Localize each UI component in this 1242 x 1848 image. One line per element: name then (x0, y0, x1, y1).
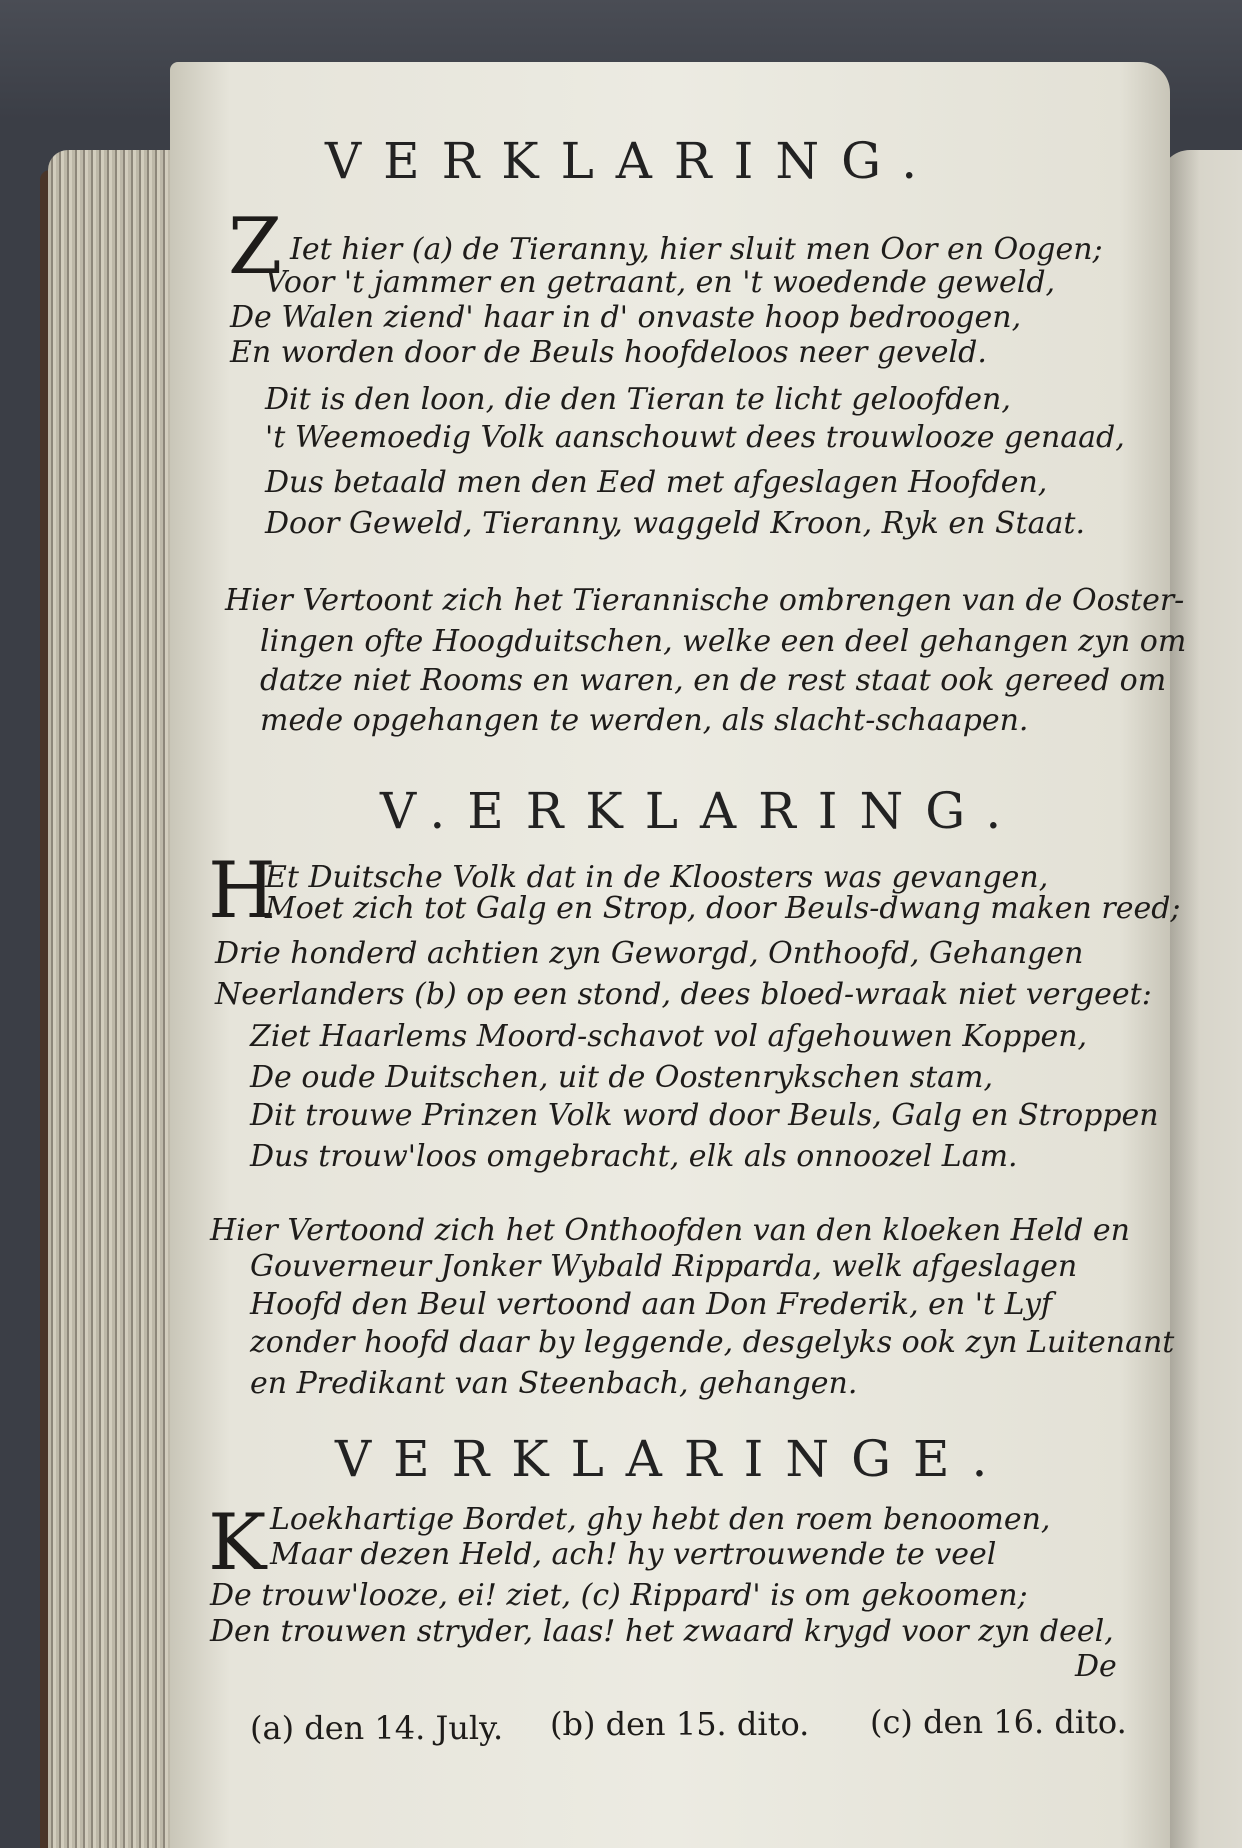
verse-line: De trouw'looze, ei! ziet, (c) Rippard' is om gekoomen; (210, 1578, 1028, 1613)
verse-line: Drie honderd achtien zyn Geworgd, Onthoofd, Gehangen (215, 936, 1084, 971)
verse-line: Loekhartige Bordet, ghy hebt den roem benoomen, (270, 1502, 1051, 1537)
verse-line: 't Weemoedig Volk aanschouwt dees trouwlooze genaad, (265, 420, 1125, 455)
verse-line: Iet hier (a) de Tieranny, hier sluit men Oor en Oogen; (290, 232, 1103, 267)
footnote: (c) den 16. dito. (870, 1703, 1127, 1741)
verse-line: Dit trouwe Prinzen Volk word door Beuls, Galg en Stroppen (250, 1098, 1159, 1133)
verse-line: Et Duitsche Volk dat in de Kloosters was gevangen, (265, 860, 1049, 895)
caption-line: mede opgehangen te werden, als slacht-schaapen. (260, 703, 1029, 738)
caption-line: lingen ofte Hoogduitschen, welke een deel gehangen zyn om (260, 624, 1187, 659)
caption-line: Hier Vertoont zich het Tierannische ombrengen van de Ooster- (225, 583, 1185, 618)
verse-line: Moet zich tot Galg en Strop, door Beuls-dwang maken reed; (265, 891, 1181, 926)
facing-page (1160, 150, 1242, 1848)
footnote: (a) den 14. July. (250, 1709, 504, 1747)
verse-line: De oude Duitschen, uit de Oostenrykschen stam, (250, 1060, 994, 1095)
verse-line: Dus trouw'loos omgebracht, elk als onnoozel Lam. (250, 1139, 1018, 1174)
verse-line: Dus betaald men den Eed met afgeslagen Hoofden, (265, 465, 1048, 500)
caption-line: Hier Vertoond zich het Onthoofden van den kloeken Held en (210, 1213, 1130, 1248)
section-title: VERKLARINGE. (335, 1430, 1010, 1488)
catchword: De (1075, 1649, 1117, 1684)
caption-line: Hoofd den Beul vertoond aan Don Frederik, en 't Lyf (250, 1287, 1053, 1322)
caption-line: datze niet Rooms en waren, en de rest staat ook gereed om (260, 663, 1167, 698)
verse-line: Voor 't jammer en getraant, en 't woedende geweld, (265, 265, 1056, 300)
drop-cap: H (208, 846, 277, 936)
drop-cap: K (208, 1498, 267, 1588)
verse-line: Ziet Haarlems Moord-schavot vol afgehouwen Koppen, (250, 1019, 1088, 1054)
verse-line: Maar dezen Held, ach! hy vertrouwende te veel (270, 1537, 997, 1572)
caption-line: Gouverneur Jonker Wybald Ripparda, welk afgeslagen (250, 1249, 1078, 1284)
drop-cap: Z (228, 202, 283, 292)
caption-line: en Predikant van Steenbach, gehangen. (250, 1366, 858, 1401)
section-title: VERKLARING. (325, 132, 940, 190)
page-edges-stack (48, 150, 188, 1848)
verse-line: Neerlanders (b) op een stond, dees bloed-wraak niet vergeet: (215, 977, 1152, 1012)
verse-line: Dit is den loon, die den Tieran te licht geloofden, (265, 382, 1011, 417)
section-title: V.ERKLARING. (380, 782, 1024, 840)
verse-line: De Walen ziend' haar in d' onvaste hoop bedroogen, (230, 300, 1022, 335)
verse-line: Den trouwen stryder, laas! het zwaard krygd voor zyn deel, (210, 1614, 1114, 1649)
caption-line: zonder hoofd daar by leggende, desgelyks ook zyn Luitenant (250, 1325, 1175, 1360)
footnote: (b) den 15. dito. (550, 1705, 810, 1743)
verse-line: Door Geweld, Tieranny, waggeld Kroon, Ryk en Staat. (265, 506, 1085, 541)
verse-line: En worden door de Beuls hoofdeloos neer geveld. (230, 335, 987, 370)
book-page (170, 62, 1187, 1848)
